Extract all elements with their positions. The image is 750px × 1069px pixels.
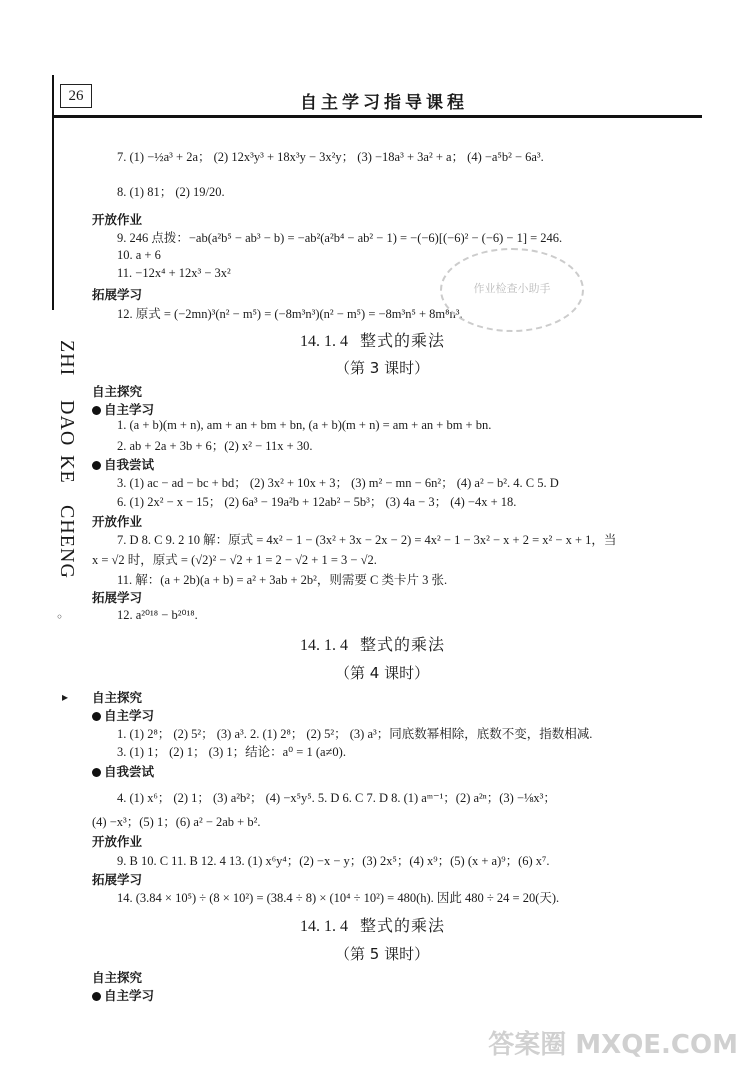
side-text-cheng: CHENG	[56, 505, 78, 579]
bullet-icon	[92, 712, 101, 721]
answer-line: 9. B 10. C 11. B 12. 4 13. (1) x⁶y⁴；(2) −x − y；(3) 2x⁵；(4) x⁹；(5) (x + a)⁹；(6) x⁷.	[117, 854, 550, 868]
bullet-icon	[92, 461, 101, 470]
bullet-icon	[92, 768, 101, 777]
lesson-heading: 14. 1. 4 整式的乘法	[300, 331, 446, 350]
lesson-heading: 14. 1. 4 整式的乘法	[300, 635, 446, 654]
lesson-subheading: （第 5 课时）	[335, 945, 430, 963]
lesson-subheading: （第 4 课时）	[335, 664, 430, 682]
side-text-ke: KE	[56, 455, 78, 484]
answer-line: 3. (1) 1； (2) 1； (3) 1；结论：a⁰ = 1 (a≠0).	[117, 745, 346, 759]
answer-line: x = √2 时，原式 = (√2)² − √2 + 1 = 2 − √2 + 1 = 3 − √2.	[92, 553, 377, 567]
subsection-title: 自我尝试	[92, 762, 154, 780]
header-rule	[52, 115, 702, 118]
page-title: 自主学习指导课程	[300, 93, 468, 113]
side-mark-icon: ▸	[62, 690, 69, 704]
section-title: 开放作业	[92, 834, 143, 849]
answer-line: 7. (1) −½a³ + 2a； (2) 12x³y³ + 18x³y − 3x²y； (3) −18a³ + 3a² + a； (4) −a⁵b² − 6a³.	[117, 150, 544, 164]
page-number: 26	[60, 84, 92, 108]
answer-line: (4) −x³；(5) 1；(6) a² − 2ab + b².	[92, 815, 261, 829]
section-title: 拓展学习	[92, 287, 143, 302]
subsection-title: 自主学习	[92, 400, 154, 418]
answer-line: 10. a + 6	[117, 248, 161, 262]
subsection-title: 自主学习	[92, 986, 154, 1004]
subsection-title: 自主学习	[92, 706, 154, 724]
answer-line: 11. 解：(a + 2b)(a + b) = a² + 3ab + 2b²，则需要 C 类卡片 3 张.	[117, 573, 448, 587]
answer-line: 7. D 8. C 9. 2 10 解：原式 = 4x² − 1 − (3x² + 3x − 2x − 2) = 4x² − 1 − 3x² − x + 2 = x² − x + 1，当	[117, 533, 617, 547]
answer-line: 1. (a + b)(m + n), am + an + bm + bn, (a + b)(m + n) = am + an + bm + bn.	[117, 418, 492, 432]
section-title: 开放作业	[92, 514, 143, 529]
bullet-icon	[92, 406, 101, 415]
answer-line: 9. 246 点拨：−ab(a²b⁵ − ab³ − b) = −ab²(a²b⁴ − ab² − 1) = −(−6)[(−6)² − (−6) − 1] = 246.	[117, 231, 563, 245]
answer-line: 1. (1) 2⁸； (2) 5²； (3) a³. 2. (1) 2⁸； (2) 5²； (3) a³；同底数幂相除，底数不变，指数相减.	[117, 727, 593, 741]
bullet-icon	[92, 992, 101, 1001]
lesson-heading: 14. 1. 4 整式的乘法	[300, 916, 446, 935]
answer-line: 12. a²⁰¹⁸ − b²⁰¹⁸.	[117, 608, 198, 622]
answer-line: 14. (3.84 × 10⁵) ÷ (8 × 10²) = (38.4 ÷ 8) × (10⁴ ÷ 10²) = 480(h). 因此 480 ÷ 24 = 20(天).	[117, 891, 560, 905]
side-text-dao: DAO	[56, 400, 78, 447]
margin-rule	[52, 75, 54, 310]
section-title: 自主探究	[92, 690, 143, 705]
side-mark-icon: ◦	[56, 610, 64, 624]
side-text-zhi: ZHI	[56, 340, 78, 377]
section-title: 开放作业	[92, 212, 143, 227]
answer-line: 11. −12x⁴ + 12x³ − 3x²	[117, 266, 231, 280]
section-title: 自主探究	[92, 384, 143, 399]
stamp-seal: 作业检查小助手	[440, 248, 584, 332]
answer-line: 8. (1) 81； (2) 19/20.	[117, 185, 225, 199]
lesson-subheading: （第 3 课时）	[335, 359, 430, 377]
answer-line: 3. (1) ac − ad − bc + bd； (2) 3x² + 10x + 3； (3) m² − mn − 6n²； (4) a² − b². 4. C 5. D	[117, 476, 559, 490]
section-title: 拓展学习	[92, 872, 143, 887]
answer-line: 4. (1) x⁶； (2) 1； (3) a²b²； (4) −x⁵y⁵. 5. D 6. C 7. D 8. (1) aᵐ⁻¹；(2) a²ⁿ；(3) −⅛x³；	[117, 791, 556, 805]
section-title: 拓展学习	[92, 590, 143, 605]
answer-line: 6. (1) 2x² − x − 15； (2) 6a³ − 19a²b + 12ab² − 5b³； (3) 4a − 3； (4) −4x + 18.	[117, 495, 517, 509]
answer-line: 2. ab + 2a + 3b + 6；(2) x² − 11x + 30.	[117, 439, 313, 453]
answer-line: 12. 原式 = (−2mn)³(n² − m⁵) = (−8m³n³)(n² − m⁵) = −8m³n⁵ + 8m⁸n³.	[117, 307, 463, 321]
section-title: 自主探究	[92, 970, 143, 985]
subsection-title: 自我尝试	[92, 455, 154, 473]
watermark: 答案圈 MXQE.COM	[488, 1030, 738, 1060]
